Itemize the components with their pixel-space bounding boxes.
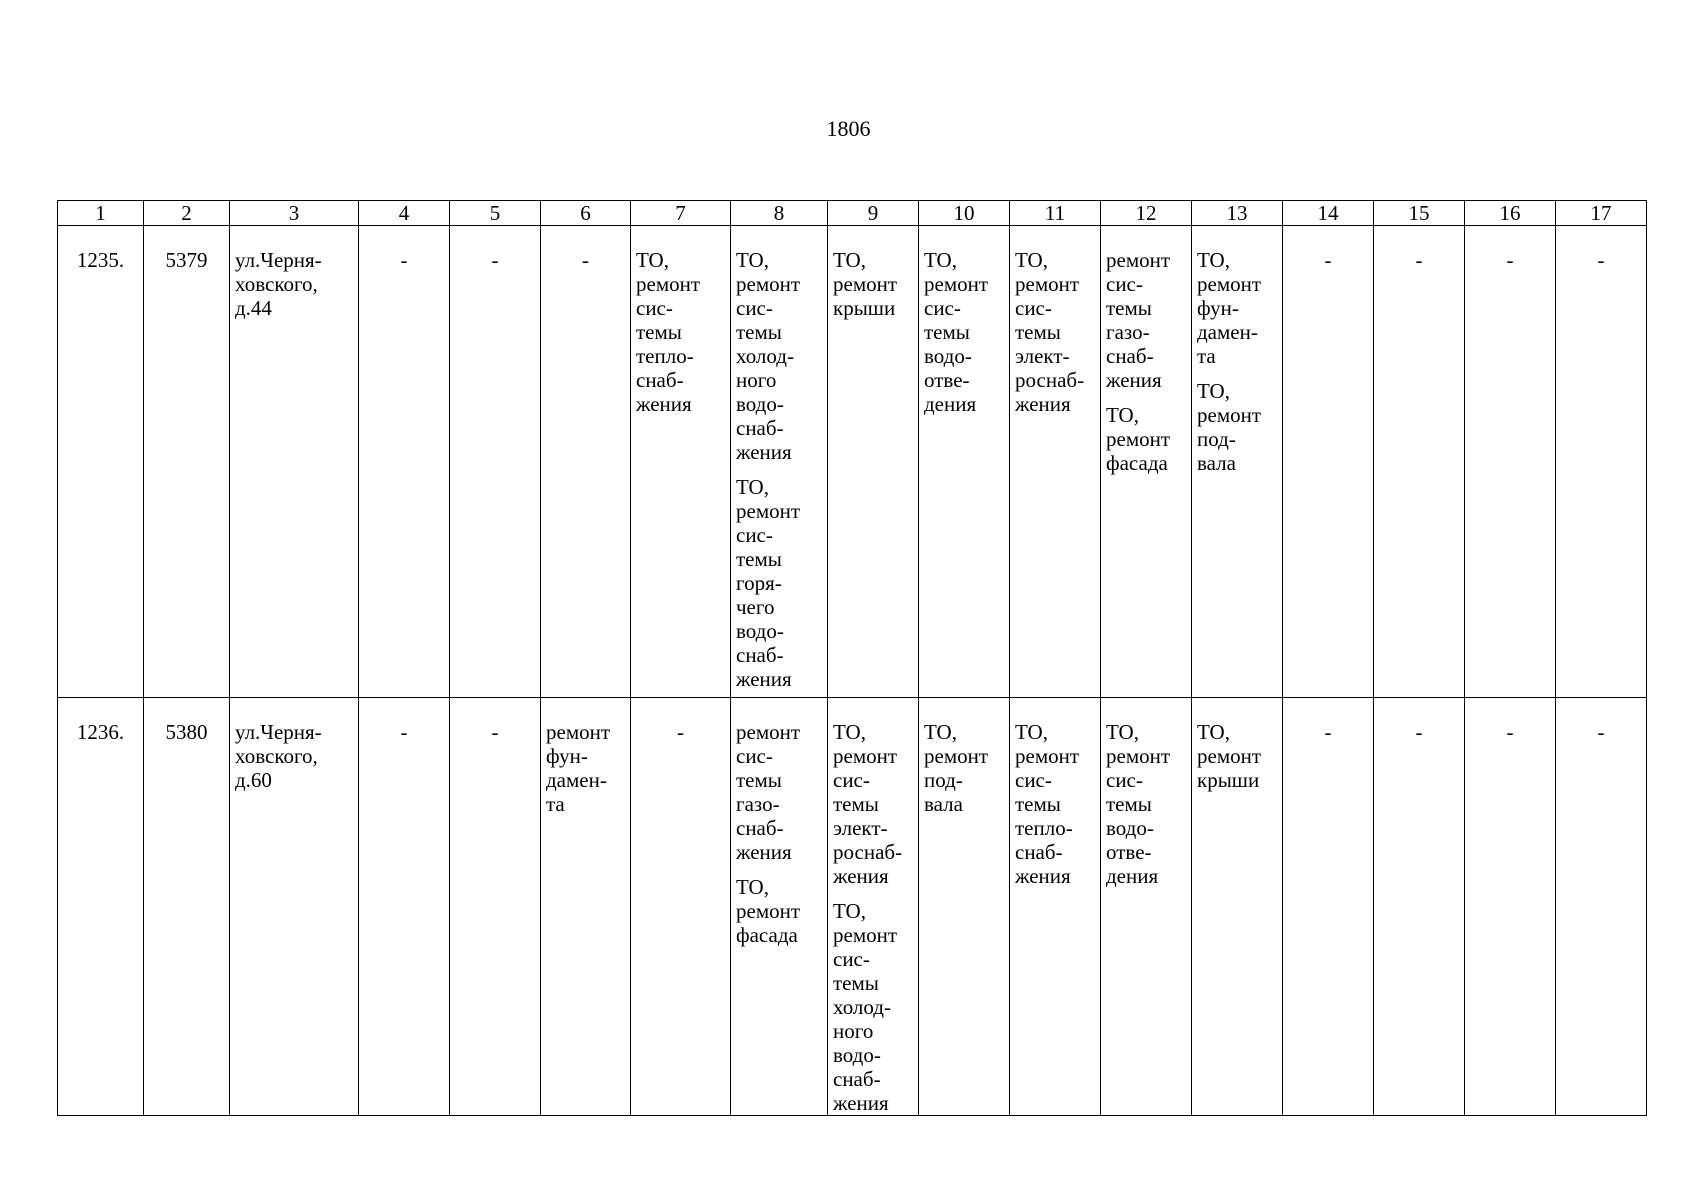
- cell-text-line: отве-: [924, 368, 970, 392]
- row-number-cell: 1236.: [58, 698, 144, 1116]
- cell-text-line: ТО,: [736, 248, 769, 272]
- cell-text-line: темы: [1106, 792, 1152, 816]
- cell-text-line: ТО,: [1106, 403, 1139, 427]
- cell-text-line: снаб-: [736, 643, 784, 667]
- cell-text-line: фун-: [1197, 296, 1239, 320]
- cell-text-block: [546, 720, 628, 816]
- cell-text-line: ТО,: [636, 248, 669, 272]
- cell-text-line: водо-: [736, 619, 784, 643]
- cell-text-line: фун-: [546, 744, 588, 768]
- cell-text-block: [833, 899, 916, 1115]
- cell-text-line: ремонт: [736, 272, 801, 296]
- cell-text-line: ТО,: [924, 248, 957, 272]
- cell-text-line: ремонт: [924, 272, 989, 296]
- table-cell: [1101, 226, 1192, 698]
- column-header: 14: [1283, 201, 1374, 226]
- cell-text-line: снаб-: [833, 1067, 881, 1091]
- table-body: [58, 226, 1647, 1116]
- cell-text-line: дения: [1106, 864, 1159, 888]
- table-cell: -: [541, 226, 631, 698]
- cell-text-line: ТО,: [833, 248, 866, 272]
- cell-text-line: крыши: [833, 296, 896, 320]
- cell-text-line: под-: [924, 768, 963, 792]
- cell-text-line: сис-: [736, 296, 773, 320]
- column-header: 1: [58, 201, 144, 226]
- cell-text-line: сис-: [833, 947, 870, 971]
- cell-text-block: [736, 875, 825, 947]
- cell-text-line: снаб-: [736, 816, 784, 840]
- cell-text-line: жения: [1015, 392, 1071, 416]
- cell-text-line: сис-: [1106, 768, 1143, 792]
- cell-text-line: ТО,: [736, 875, 769, 899]
- table-cell: [919, 698, 1010, 1116]
- table-cell: -: [359, 226, 450, 698]
- cell-text-block: [1197, 379, 1280, 475]
- table-row: [58, 226, 1647, 698]
- cell-text-line: жения: [833, 1091, 889, 1115]
- column-number-header-row: [58, 201, 1647, 226]
- cell-text-line: ховского,: [235, 272, 318, 296]
- column-header: 16: [1465, 201, 1556, 226]
- table-cell: -: [631, 698, 731, 1116]
- cell-text-block: [1106, 720, 1189, 888]
- cell-text-line: дения: [924, 392, 977, 416]
- cell-text-line: д.44: [235, 296, 272, 320]
- cell-text-block: [736, 248, 825, 464]
- cell-text-line: ремонт: [736, 720, 801, 744]
- table-cell: [828, 698, 919, 1116]
- table-cell: -: [450, 698, 541, 1116]
- table-cell: -: [1465, 226, 1556, 698]
- cell-text-block: [636, 248, 728, 416]
- cell-text-line: горя-: [736, 571, 782, 595]
- cell-text-block: [736, 720, 825, 864]
- table-cell: -: [359, 698, 450, 1116]
- cell-text-line: ховского,: [235, 744, 318, 768]
- cell-text-line: вала: [1197, 451, 1236, 475]
- table-cell: [1010, 698, 1101, 1116]
- cell-text-line: ТО,: [1015, 720, 1048, 744]
- cell-text-line: ТО,: [1106, 720, 1139, 744]
- table-cell: [1010, 226, 1101, 698]
- cell-text-line: ТО,: [833, 720, 866, 744]
- cell-text-line: дамен-: [546, 768, 607, 792]
- column-header: 17: [1556, 201, 1647, 226]
- cell-text-line: элект-: [1015, 344, 1070, 368]
- cell-text-line: водо-: [1106, 816, 1154, 840]
- table-cell: -: [1374, 226, 1465, 698]
- cell-text-line: снаб-: [1106, 344, 1154, 368]
- cell-text-line: холод-: [736, 344, 794, 368]
- cell-text-line: фасада: [736, 923, 798, 947]
- cell-text-line: ТО,: [1197, 379, 1230, 403]
- cell-text-line: сис-: [736, 744, 773, 768]
- cell-text-line: водо-: [736, 392, 784, 416]
- cell-text-line: жения: [636, 392, 692, 416]
- column-header: 8: [731, 201, 828, 226]
- cell-text-line: темы: [636, 320, 682, 344]
- cell-text-line: та: [1197, 344, 1216, 368]
- column-header: 5: [450, 201, 541, 226]
- column-header: 7: [631, 201, 731, 226]
- cell-text-line: сис-: [736, 523, 773, 547]
- cell-text-line: жения: [736, 440, 792, 464]
- column-header: 3: [230, 201, 359, 226]
- column-header: 13: [1192, 201, 1283, 226]
- cell-text-block: [1015, 720, 1098, 888]
- cell-text-line: роснаб-: [1015, 368, 1085, 392]
- cell-text-line: ТО,: [1015, 248, 1048, 272]
- cell-text-line: водо-: [924, 344, 972, 368]
- row-number-cell: 1235.: [58, 226, 144, 698]
- cell-text-line: темы: [924, 320, 970, 344]
- table-cell: [541, 698, 631, 1116]
- cell-text-line: темы: [1106, 296, 1152, 320]
- cell-text-line: сис-: [924, 296, 961, 320]
- cell-text-line: ремонт: [1015, 744, 1080, 768]
- cell-text-line: ТО,: [1197, 720, 1230, 744]
- cell-text-line: теплo-: [636, 344, 694, 368]
- column-header: 15: [1374, 201, 1465, 226]
- table-cell: -: [1374, 698, 1465, 1116]
- cell-text-line: ремонт: [833, 744, 898, 768]
- cell-text-block: [924, 720, 1007, 816]
- cell-text-line: элект-: [833, 816, 888, 840]
- cell-text-block: [235, 720, 356, 792]
- cell-text-line: газо-: [1106, 320, 1150, 344]
- address-cell: [230, 226, 359, 698]
- cell-text-line: д.60: [235, 768, 272, 792]
- cell-text-block: [833, 248, 916, 320]
- cell-text-line: жения: [1106, 368, 1162, 392]
- cell-text-line: темы: [736, 320, 782, 344]
- cell-text-line: ул.Черня-: [235, 248, 322, 272]
- cell-text-line: вала: [924, 792, 963, 816]
- repair-schedule-table: [57, 200, 1647, 1116]
- cell-text-line: холод-: [833, 995, 891, 1019]
- cell-text-block: [924, 248, 1007, 416]
- table-cell: -: [450, 226, 541, 698]
- column-header: 9: [828, 201, 919, 226]
- column-header: 11: [1010, 201, 1101, 226]
- cell-text-line: жения: [833, 864, 889, 888]
- cell-text-line: темы: [1015, 792, 1061, 816]
- table-cell: -: [1556, 226, 1647, 698]
- cell-text-line: ремонт: [1106, 248, 1171, 272]
- cell-text-line: крыши: [1197, 768, 1260, 792]
- cell-text-line: ремонт: [636, 272, 701, 296]
- cell-text-line: ТО,: [833, 899, 866, 923]
- cell-text-line: роснаб-: [833, 840, 903, 864]
- cell-text-line: ремонт: [924, 744, 989, 768]
- table-cell: [631, 226, 731, 698]
- table-cell: [731, 226, 828, 698]
- column-header: 4: [359, 201, 450, 226]
- cell-text-line: темы: [833, 971, 879, 995]
- cell-text-line: темы: [736, 768, 782, 792]
- table-cell: [1101, 698, 1192, 1116]
- cell-text-line: ремонт: [1106, 427, 1171, 451]
- cell-text-line: жения: [736, 667, 792, 691]
- cell-text-line: ремонт: [1015, 272, 1080, 296]
- cell-text-line: ремонт: [833, 923, 898, 947]
- cell-text-line: ремонт: [736, 899, 801, 923]
- cell-text-line: ул.Черня-: [235, 720, 322, 744]
- cell-text-block: [736, 475, 825, 691]
- table-cell: [919, 226, 1010, 698]
- cell-text-line: снаб-: [636, 368, 684, 392]
- column-header: 6: [541, 201, 631, 226]
- cell-text-line: газо-: [736, 792, 780, 816]
- cell-text-line: ТО,: [736, 475, 769, 499]
- cell-text-line: ремонт: [1197, 403, 1262, 427]
- table-cell: [1192, 698, 1283, 1116]
- cell-text-line: ТО,: [1197, 248, 1230, 272]
- table-cell: -: [1465, 698, 1556, 1116]
- table-cell: -: [1283, 226, 1374, 698]
- cell-text-line: под-: [1197, 427, 1236, 451]
- cell-text-line: сис-: [1106, 272, 1143, 296]
- cell-text-line: та: [546, 792, 565, 816]
- cell-text-line: ремонт: [736, 499, 801, 523]
- column-header: 2: [144, 201, 230, 226]
- cell-text-line: темы: [736, 547, 782, 571]
- cell-text-line: тепло-: [1015, 816, 1073, 840]
- cell-text-line: сис-: [1015, 768, 1052, 792]
- cell-text-line: сис-: [636, 296, 673, 320]
- table-row: [58, 698, 1647, 1116]
- cell-text-block: [1015, 248, 1098, 416]
- cell-text-line: ремонт: [1197, 744, 1262, 768]
- table-cell: [731, 698, 828, 1116]
- table-cell: -: [1556, 698, 1647, 1116]
- page-number: 1806: [826, 116, 871, 141]
- cell-text-line: фасада: [1106, 451, 1168, 475]
- cell-text-line: темы: [833, 792, 879, 816]
- cell-text-line: жения: [736, 840, 792, 864]
- table-cell: [828, 226, 919, 698]
- cell-text-block: [235, 248, 356, 320]
- object-id-cell: 5380: [144, 698, 230, 1116]
- cell-text-block: [1106, 403, 1189, 475]
- cell-text-line: отве-: [1106, 840, 1152, 864]
- cell-text-line: ремонт: [833, 272, 898, 296]
- cell-text-line: ного: [833, 1019, 874, 1043]
- cell-text-line: дамен-: [1197, 320, 1258, 344]
- cell-text-block: [1197, 720, 1280, 792]
- cell-text-line: снаб-: [736, 416, 784, 440]
- cell-text-line: ремонт: [1197, 272, 1262, 296]
- table-cell: [1192, 226, 1283, 698]
- cell-text-line: ремонт: [546, 720, 611, 744]
- cell-text-block: [1197, 248, 1280, 368]
- cell-text-line: ного: [736, 368, 777, 392]
- table-cell: -: [1283, 698, 1374, 1116]
- cell-text-line: сис-: [833, 768, 870, 792]
- cell-text-block: [833, 720, 916, 888]
- cell-text-line: жения: [1015, 864, 1071, 888]
- cell-text-line: сис-: [1015, 296, 1052, 320]
- address-cell: [230, 698, 359, 1116]
- object-id-cell: 5379: [144, 226, 230, 698]
- cell-text-line: темы: [1015, 320, 1061, 344]
- cell-text-line: чего: [736, 595, 775, 619]
- cell-text-line: снаб-: [1015, 840, 1063, 864]
- column-header: 12: [1101, 201, 1192, 226]
- cell-text-block: [1106, 248, 1189, 392]
- cell-text-line: водо-: [833, 1043, 881, 1067]
- cell-text-line: ремонт: [1106, 744, 1171, 768]
- column-header: 10: [919, 201, 1010, 226]
- cell-text-line: ТО,: [924, 720, 957, 744]
